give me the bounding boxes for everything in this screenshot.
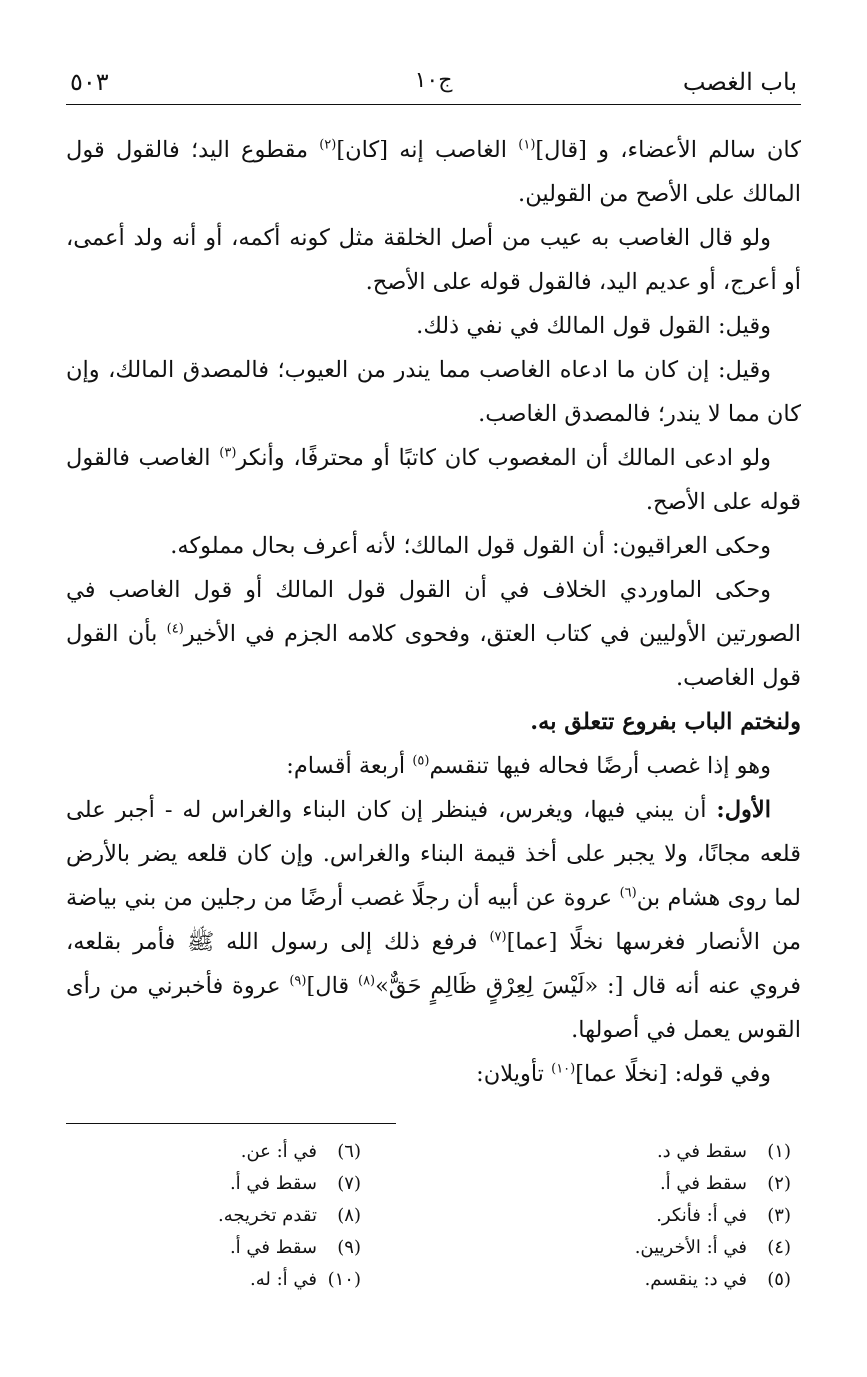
page-number: ٥٠٣ [70, 68, 109, 96]
section-heading [66, 700, 801, 744]
paragraph [66, 788, 801, 1052]
footnotes-column-left [31, 1136, 361, 1296]
paragraph [66, 1052, 801, 1096]
text-run: قال] [306, 973, 358, 999]
paragraph [66, 348, 801, 436]
bold-lead: الأول: [716, 797, 771, 823]
footnote [461, 1168, 791, 1200]
footnote [31, 1136, 361, 1168]
footnote-number: (١) [767, 1141, 791, 1162]
text-run: عروة عن أبيه أن رجلًا غصب أرضًا من رجلين من بني بياضة من الأنصار فغرسها نخلًا [عما] [66, 885, 801, 955]
footnote-marker: (١) [518, 137, 536, 153]
footnote-text: في أ: له. [250, 1269, 317, 1290]
footnote-number: (١٠) [327, 1269, 361, 1290]
footnotes-column-right [461, 1136, 791, 1296]
footnote-text: سقط في أ. [229, 1173, 317, 1194]
footnote-text: في أ: عن. [240, 1141, 317, 1162]
footnote-number: (٩) [337, 1237, 361, 1258]
footnote [461, 1232, 791, 1264]
footnote-marker: (٧) [489, 929, 507, 945]
text-run: عروة فأخبرني من رأى القوس يعمل في أصولها. [66, 973, 801, 1043]
text-run: وحكى العراقيون: أن القول قول المالك؛ لأنه أعرف بحال مملوكه. [170, 533, 771, 559]
text-run: ولو ادعى المالك أن المغصوب كان كاتبًا أو محترفًا، وأنكر [236, 445, 771, 471]
footnote [31, 1232, 361, 1264]
footnote-text: سقط في أ. [659, 1173, 747, 1194]
footnote-marker: (٥) [412, 753, 430, 769]
footnote-text: في د: ينقسم. [644, 1269, 747, 1290]
footnote-marker: (٤) [166, 621, 184, 637]
paragraph [66, 128, 801, 216]
footnote [31, 1264, 361, 1296]
text-run: وفي قوله: [نخلًا عما] [575, 1061, 771, 1087]
text-run: بأن القول قول الغاصب. [66, 621, 801, 691]
text-run: وقيل: إن كان ما ادعاه الغاصب مما يندر من العيوب؛ فالمصدق المالك، وإن كان مما لا يندر؛ فالمصدق الغاصب. [66, 357, 801, 427]
text-run: ولنختم الباب بفروع تتعلق به. [530, 709, 801, 735]
footnote-marker: (٢) [319, 137, 337, 153]
footnote-number: (٣) [767, 1205, 791, 1226]
footnote-marker: (١٠) [551, 1061, 576, 1077]
header-rule [66, 104, 801, 105]
text-run: ولو قال الغاصب به عيب من أصل الخلقة مثل كونه أكمه، أو أنه ولد أعمى، أو أعرج، أو عديم اليد، فالقول قوله على الأصح. [66, 225, 801, 295]
text-run: الغاصب فالقول قوله على الأصح. [66, 445, 801, 515]
text-run: مقطوع اليد؛ فالقول قول المالك على الأصح من القولين. [66, 137, 801, 207]
paragraph [66, 744, 801, 788]
paragraph [66, 436, 801, 524]
footnote-marker: (٦) [619, 885, 637, 901]
text-run: فرفع ذلك إلى رسول الله ﷺ فأمر بقلعه، فروي عنه أنه قال [: «لَيْسَ لِعِرْقٍ ظَالِمٍ حَقٌّ» [66, 929, 801, 999]
footnote [461, 1264, 791, 1296]
footnote-rule [66, 1123, 396, 1124]
text-run: كان سالم الأعضاء، و [قال] [535, 137, 802, 163]
footnote [31, 1200, 361, 1232]
footnote-number: (٤) [767, 1237, 791, 1258]
paragraph [66, 568, 801, 700]
text-run: وقيل: القول قول المالك في نفي ذلك. [416, 313, 771, 339]
footnote-number: (٧) [337, 1173, 361, 1194]
text-run: وهو إذا غصب أرضًا فحاله فيها تنقسم [429, 753, 771, 779]
main-text [66, 128, 801, 1096]
text-run: الغاصب إنه [كان] [336, 137, 519, 163]
footnote-number: (٦) [337, 1141, 361, 1162]
chapter-title: باب الغصب [682, 68, 797, 96]
footnote-text: سقط في أ. [229, 1237, 317, 1258]
footnote-number: (٢) [767, 1173, 791, 1194]
footnote-marker: (٩) [289, 973, 307, 989]
footnote-number: (٥) [767, 1269, 791, 1290]
page-header [70, 62, 797, 102]
paragraph [66, 216, 801, 304]
footnote [461, 1136, 791, 1168]
footnotes [91, 1136, 791, 1296]
paragraph [66, 304, 801, 348]
text-run: وحكى الماوردي الخلاف في أن القول قول المالك أو قول الغاصب في الصورتين الأوليين في كتاب العتق، وفحوى كلامه الجزم في الأخير [66, 577, 802, 647]
footnote-text: تقدم تخريجه. [218, 1205, 317, 1226]
text-run: تأويلان: [476, 1061, 552, 1087]
footnote-number: (٨) [337, 1205, 361, 1226]
footnote-marker: (٨) [357, 973, 376, 989]
text-run: أربعة أقسام: [286, 753, 413, 779]
footnote-text: سقط في د. [656, 1141, 747, 1162]
paragraph [66, 524, 801, 568]
footnote [461, 1200, 791, 1232]
footnote-marker: (٣) [219, 445, 237, 461]
text-run: أن يبني فيها، ويغرس، فينظر إن كان البناء والغراس له - أجبر على قلعه مجانًا، ولا يجبر على أخذ قيمة البناء والغراس. وإن كان قلعه يضر بالأرض لما روى هشام بن [66, 797, 801, 911]
volume-label: ج١٠ [414, 68, 453, 93]
footnote-text: في أ: الأخريين. [634, 1237, 747, 1258]
footnote [31, 1168, 361, 1200]
footnote-text: في أ: فأنكر. [656, 1205, 747, 1226]
